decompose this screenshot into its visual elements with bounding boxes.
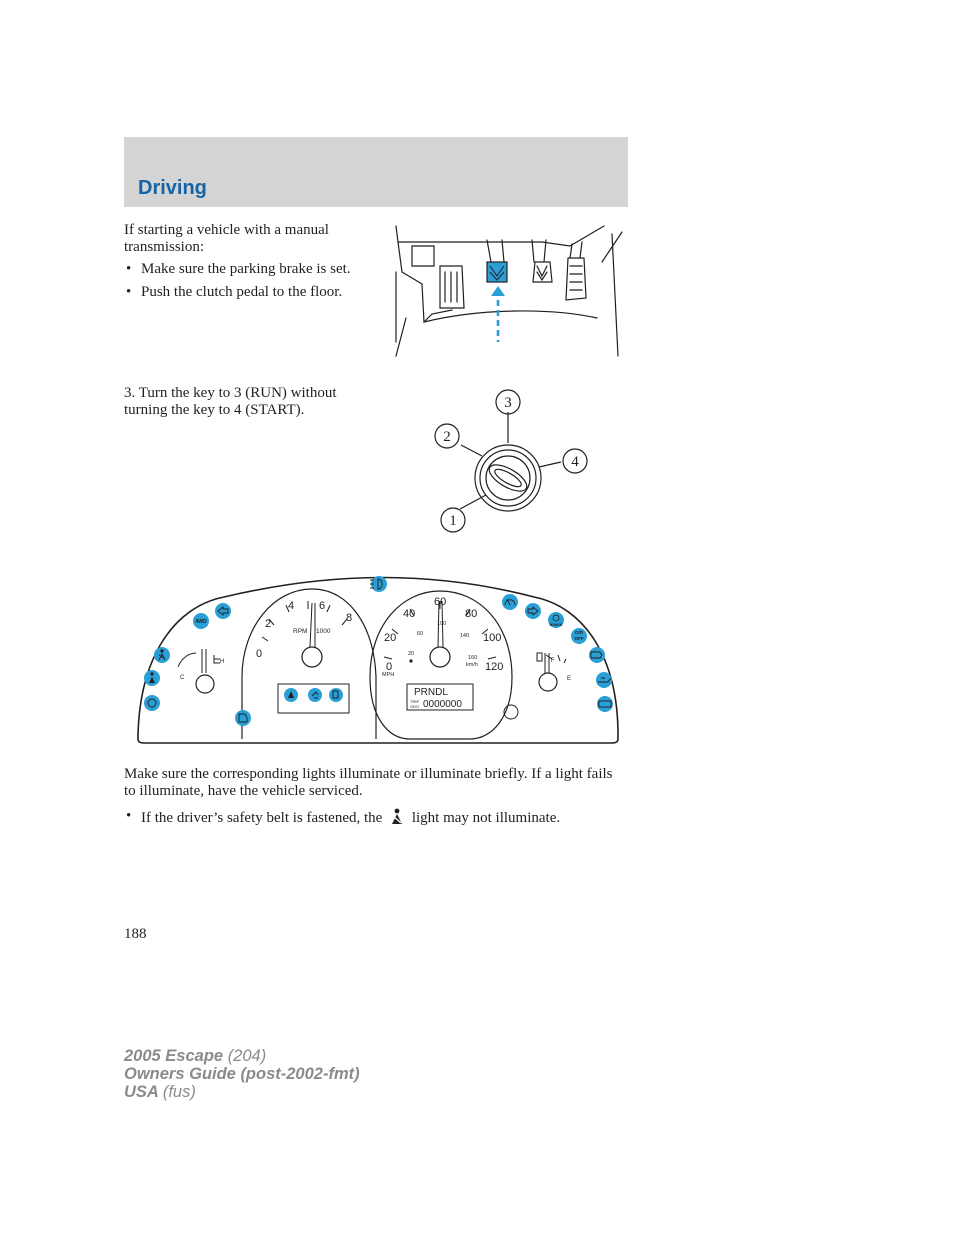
safety-belt-note [124, 808, 624, 827]
kmh-label: 20 [408, 651, 415, 657]
fuel-empty-label: E [567, 676, 572, 682]
lights-check-text: Make sure the corresponding lights illuminate or illuminate briefly. If a light fails to illuminate, have the vehicle serviced. [124, 766, 613, 799]
left-turn-icon [215, 603, 231, 619]
odo-label: ODO [410, 704, 420, 709]
footer-line-1 [124, 1047, 360, 1065]
right-turn-icon [525, 603, 541, 619]
footer-market-code: (fus) [162, 1083, 196, 1101]
footer-model-code: (204) [227, 1047, 267, 1065]
speed-label: 120 [485, 661, 504, 673]
list-item: • Make sure the parking brake is set. [124, 261, 364, 278]
ignition-switch-diagram [428, 388, 598, 538]
speed-label: 60 [434, 596, 447, 608]
kmh-label: 160 [468, 655, 478, 661]
cruise-icon [502, 594, 518, 610]
position-3-label: 3 [504, 395, 512, 411]
tach-label: 8 [346, 612, 353, 624]
battery-icon [597, 696, 613, 712]
speed-label: 40 [403, 608, 416, 620]
step-3-text: 3. Turn the key to 3 (RUN) without turning the key to 4 (START). [124, 385, 337, 418]
kmh-unit: km/h [466, 662, 478, 668]
safety-belt-icon [390, 808, 404, 826]
manual-intro: If starting a vehicle with a manual transmission: [124, 222, 329, 255]
belt-note-tail: light may not illuminate. [411, 810, 561, 826]
odometer-readout: 0000000 [423, 699, 462, 710]
footer-guide: Owners Guide (post-2002-fmt) [124, 1065, 360, 1083]
abs-icon [144, 695, 160, 711]
document-footer [124, 1047, 360, 1101]
temp-cold-label: C [180, 675, 185, 681]
kmh-label: 100 [437, 621, 447, 627]
fuel-full-label: F [551, 658, 555, 664]
brake-icon [548, 612, 564, 628]
svg-text:BRAKE: BRAKE [549, 623, 563, 627]
svg-text:OFF: OFF [574, 636, 584, 641]
speed-label: 100 [483, 632, 502, 644]
svg-text:4WD: 4WD [195, 619, 207, 625]
speed-unit: MPH [382, 672, 395, 678]
belt-note-lead: If the driver’s safety belt is fastened, the [141, 810, 383, 826]
speed-label: 80 [465, 608, 478, 620]
od-off-icon [571, 628, 587, 644]
tach-label: 6 [319, 600, 326, 612]
temp-hot-label: H [220, 659, 225, 665]
pedal-illustration [392, 222, 628, 370]
tach-unit: RPM [293, 628, 308, 635]
trip-label: TRIP [410, 699, 420, 704]
bullet-mark: • [126, 808, 132, 824]
airbag-icon [144, 670, 160, 686]
footer-model: 2005 Escape [124, 1047, 224, 1065]
section-title: Driving [138, 177, 207, 199]
page-number: 188 [124, 926, 147, 942]
tach-label: 4 [288, 600, 295, 612]
position-4-label: 4 [571, 454, 579, 470]
manual-bullets [124, 261, 364, 306]
kmh-label: 60 [417, 631, 424, 637]
oil-pressure-icon [596, 672, 612, 688]
check-engine-icon [589, 647, 605, 663]
footer-market: USA [124, 1083, 159, 1101]
speed-label: 20 [384, 632, 397, 644]
safety-belt-icon [154, 647, 170, 663]
door-ajar-icon [235, 710, 251, 726]
position-1-label: 1 [449, 513, 457, 529]
tach-label: 0 [256, 648, 263, 660]
four-wd-icon [193, 613, 209, 629]
list-item: • Push the clutch pedal to the floor. [124, 284, 364, 301]
instrument-cluster [134, 567, 622, 747]
position-2-label: 2 [443, 429, 451, 445]
prndl-indicator: PRNDL [414, 687, 448, 698]
kmh-label: 140 [460, 633, 470, 639]
tach-multiplier: 1000 [316, 628, 331, 635]
section-header [124, 137, 628, 207]
tach-label: 2 [265, 618, 272, 630]
speed-label: 0 [386, 661, 393, 673]
footer-line-3 [124, 1083, 360, 1101]
svg-text:O/D: O/D [574, 630, 584, 635]
